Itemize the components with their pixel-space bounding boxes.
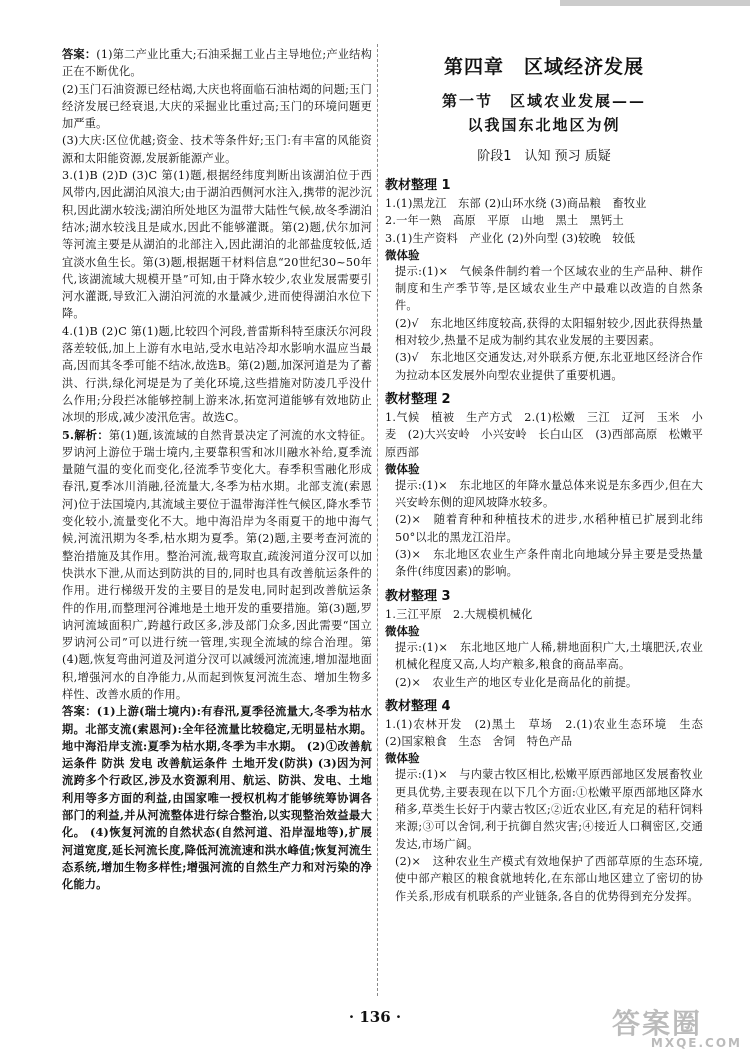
material-line: 2.一年一熟 高原 平原 山地 黑土 黑钙土 — [385, 214, 624, 228]
watermark-logo — [612, 1002, 742, 1054]
micro-experience-label: 微体验 — [385, 461, 420, 476]
material-line: 1.(1)黑龙江 东部 (2)山环水绕 (3)商品粮 畜牧业 — [385, 197, 647, 210]
tip-line: (2)× 这种农业生产模式有效地保护了西部草原的生态环境,使中部产粮区的粮食就地转化,在东部山地区建立了密切的协作关系,形成有机联系的产业链条,各自的优势得到充分发挥。 — [395, 854, 703, 903]
material-heading: 教材整理 4 — [385, 698, 451, 714]
tips-box — [385, 766, 703, 904]
column-divider — [377, 44, 378, 996]
tips-box — [385, 639, 703, 691]
question-5-explanation — [62, 427, 372, 704]
material-heading: 教材整理 3 — [385, 588, 451, 604]
analysis-label: 5.解析： — [62, 427, 109, 442]
answer-line-1: (1)第二产业比重大;石油采掘工业占主导地位;产业结构正在不断优化。 — [62, 48, 372, 79]
material-heading: 教材整理 1 — [385, 178, 451, 193]
answer-line-3: (3)大庆:区位优越;资金、技术等条件好;玉门:有丰富的风能资源和太阳能资源,发展新能源产业。 — [62, 134, 372, 165]
material-line: 1.三江平原 2.大规模机械化 — [385, 607, 533, 621]
question-4-explanation: 4.(1)B (2)C 第(1)题,比较四个河段,普雷斯科特至康沃尔河段落差较低,加上上游有水电站,受水电站冷却水影响水温应当最高,因而其冬季可能不结冰,故选B。第(2)题,加深河道是为了蓄洪、行洪,绿化河堤是为了美化环境,这些措施对防凌几乎没什么作用;分段拦冰能够控制上游来冰,拓宽河道能够有效地防止冰坝的形成,减少凌汛危害。故选C。 — [62, 324, 372, 425]
tip-line: 提示:(1)× 东北地区的年降水量总体来说是东多西少,但在大兴安岭东侧的迎风坡降水较多。 — [395, 478, 703, 510]
tip-line: 提示:(1)× 与内蒙古牧区相比,松嫩平原西部地区发展畜牧业更具优势,主要表现在以下几个方面:①松嫩平原西部地区降水稍多,草类生长好于内蒙古牧区;②近农业区,有充足的秸秆饲料来源;③可以舍饲,利于抗御自然灾害;④接近人口稠密区,交通发达,市场广阔。 — [395, 768, 703, 851]
material-line: 3.(1)生产资料 产业化 (2)外向型 (3)较晚 较低 — [385, 231, 636, 245]
chapter-title: 第四章 区域经济发展 — [443, 56, 644, 78]
tip-line: (3)√ 东北地区交通发达,对外联系方便,东北亚地区经济合作为拉动本区发展外向型农业提供了重要机遇。 — [395, 351, 703, 382]
answer5-text: (1)上游(瑞士境内):有春汛,夏季径流量大,冬季为枯水期。北部支流(索恩河):全年径流量比较稳定,无明显枯水期。地中海沿岸支流:夏季为枯水期,冬季为丰水期。 (2)①改善航运条件 防洪 发电 改善航运条件 土地开发(防洪) (3)因为河流跨多个行政区,涉及水资源利用、航运、防洪、发电、土地利用等多方面的利益,由国家唯一授权机构才能够统筹协调各部门的利益,并从河流整体进行综合整治,以实现整治效益最大化。 (4)恢复河流的自然状态(自然河道、沿岸湿地等),扩展河道宽度,延长河流长度,降低河流流速和洪水峰值;恢复河流生态系统,增加生物多样性;增强河流的自然生产力和对污染的净化能力。 — [62, 704, 372, 892]
tip-line: 提示:(1)× 东北地区地广人稀,耕地面积广大,土壤肥沃,农业机械化程度又高,人均产粮多,粮食的商品率高。 — [395, 640, 703, 672]
section-title-line-2: 以我国东北地区为例 — [467, 116, 621, 134]
answer-line-2: (2)玉门石油资源已经枯竭,大庆也将面临石油枯竭的问题;玉门经济发展已经衰退,大庆的采掘业比重过高;玉门的环境问题更加严重。 — [62, 82, 372, 131]
material-block-2 — [385, 388, 703, 581]
material-block-3 — [385, 585, 703, 691]
material-line: 1.(1)农林开发 (2)黑土 草场 2.(1)农业生态环境 生态 (2)国家粮食 生态 舍饲 特色产品 — [385, 717, 715, 749]
question-5-answer — [62, 703, 372, 893]
material-line: 1.气候 植被 生产方式 2.(1)松嫩 三江 辽河 玉米 小麦 (2)大兴安岭 小兴安岭 长白山区 (3)西部高原 松嫩平原西部 — [385, 410, 703, 459]
tip-line: (3)× 东北地区农业生产条件南北向地域分异主要是受热量条件(纬度因素)的影响。 — [395, 548, 703, 579]
section-title-line-1: 第一节 区域农业发展—— — [441, 92, 646, 110]
micro-experience-label: 微体验 — [385, 623, 420, 638]
tip-line: (2)× 随着育种和种植技术的进步,水稻种植已扩展到北纬50°以北的黑龙江沿岸。 — [395, 513, 703, 544]
micro-experience-label: 微体验 — [385, 751, 420, 766]
right-column — [385, 46, 715, 905]
analysis-text: 第(1)题,该流域的自然背景决定了河流的水文特征。罗讷河上游位于瑞士境内,主要靠积雪和冰川融水补给,夏季流量随气温的变化而变化,径流季节变化大。春季积雪融化形成春汛,夏季冰川消融,径流量大,冬季为枯水期。北部支流(索恩河)位于法国境内,其流域主要位于温带海洋性气候区,降水季节变化较小,流量变化不大。地中海沿岸为冬雨夏干的地中海气候,河流汛期为冬季,枯水期为夏季。第(2)题,主要考查河流的整治措施及其作用。整治河流,裁弯取直,疏浚河道分汊可以加快洪水下泄,从而达到防洪的目的,同时也具有改善航运条件的作用。进行梯级开发的主要目的是发电,同时起到改善航运条件的作用,而整理河谷滩地是土地开发的重要措施。第(3)题,罗讷河流域面积广,跨越行政区多,涉及部门众多,因此需要“国立罗讷河公司”可以进行统一管理,实现全流域的综合治理。第(4)题,恢复弯曲河道及河道分汊可以减缓河流流速,增加湿地面积,增强河水的自净能力,从而起到恢复河流生态、增加生物多样性、改善水质的作用。 — [62, 428, 372, 701]
micro-experience-label: 微体验 — [385, 247, 420, 262]
material-block-1 — [385, 174, 703, 384]
tip-line: 提示:(1)× 气候条件制约着一个区域农业的生产品种、耕作制度和生产季节等,是区域农业生产中最难以改造的自然条件。 — [395, 264, 703, 313]
watermark-text: 答案圈 — [612, 1007, 703, 1040]
tips-box — [385, 477, 703, 581]
material-heading: 教材整理 2 — [385, 391, 451, 407]
left-column — [62, 46, 372, 894]
question-3-explanation: 3.(1)B (2)D (3)C 第(1)题,根据经纬度判断出该湖泊位于西风带内,因此湖泊风浪大;由于湖泊西侧河水注入,携带的泥沙沉积,因此湖水较浅;湖泊所处地区为温带大陆性气候,故冬季湖泊结冰;湖水较浅且是咸水,因此不能够灌溉。第(2)题,伏尔加河等河流主要是从湖泊的北部注入,因此湖泊的北部盐度较低,适宜淡水鱼生长。第(3)题,根据题干材料信息“20世纪30~50年代,该湖流域大规模开垦”可知,由于降水较少,农业发展需要引河水灌溉,导致汇入湖泊河流的水量减少,进而使得湖泊水位下降。 — [62, 169, 372, 321]
top-edge-strip — [560, 0, 750, 6]
material-block-4 — [385, 695, 715, 905]
watermark-url: MXQE.COM — [650, 1036, 742, 1050]
stage-heading: 阶段1 认知 预习 质疑 — [477, 149, 611, 164]
tip-line: (2)√ 东北地区纬度较高,获得的太阳辐射较少,因此获得热量相对较少,热量不足成为制约其农业发展的主要因素。 — [395, 316, 703, 348]
page-number: · 136 · — [348, 1008, 402, 1026]
answer-label: 答案： — [62, 47, 97, 61]
answer5-label: 答案： — [62, 704, 97, 719]
answer-2-block — [62, 46, 372, 81]
tip-line: (2)× 农业生产的地区专业化是商品化的前提。 — [395, 675, 638, 689]
tips-box — [385, 263, 703, 384]
